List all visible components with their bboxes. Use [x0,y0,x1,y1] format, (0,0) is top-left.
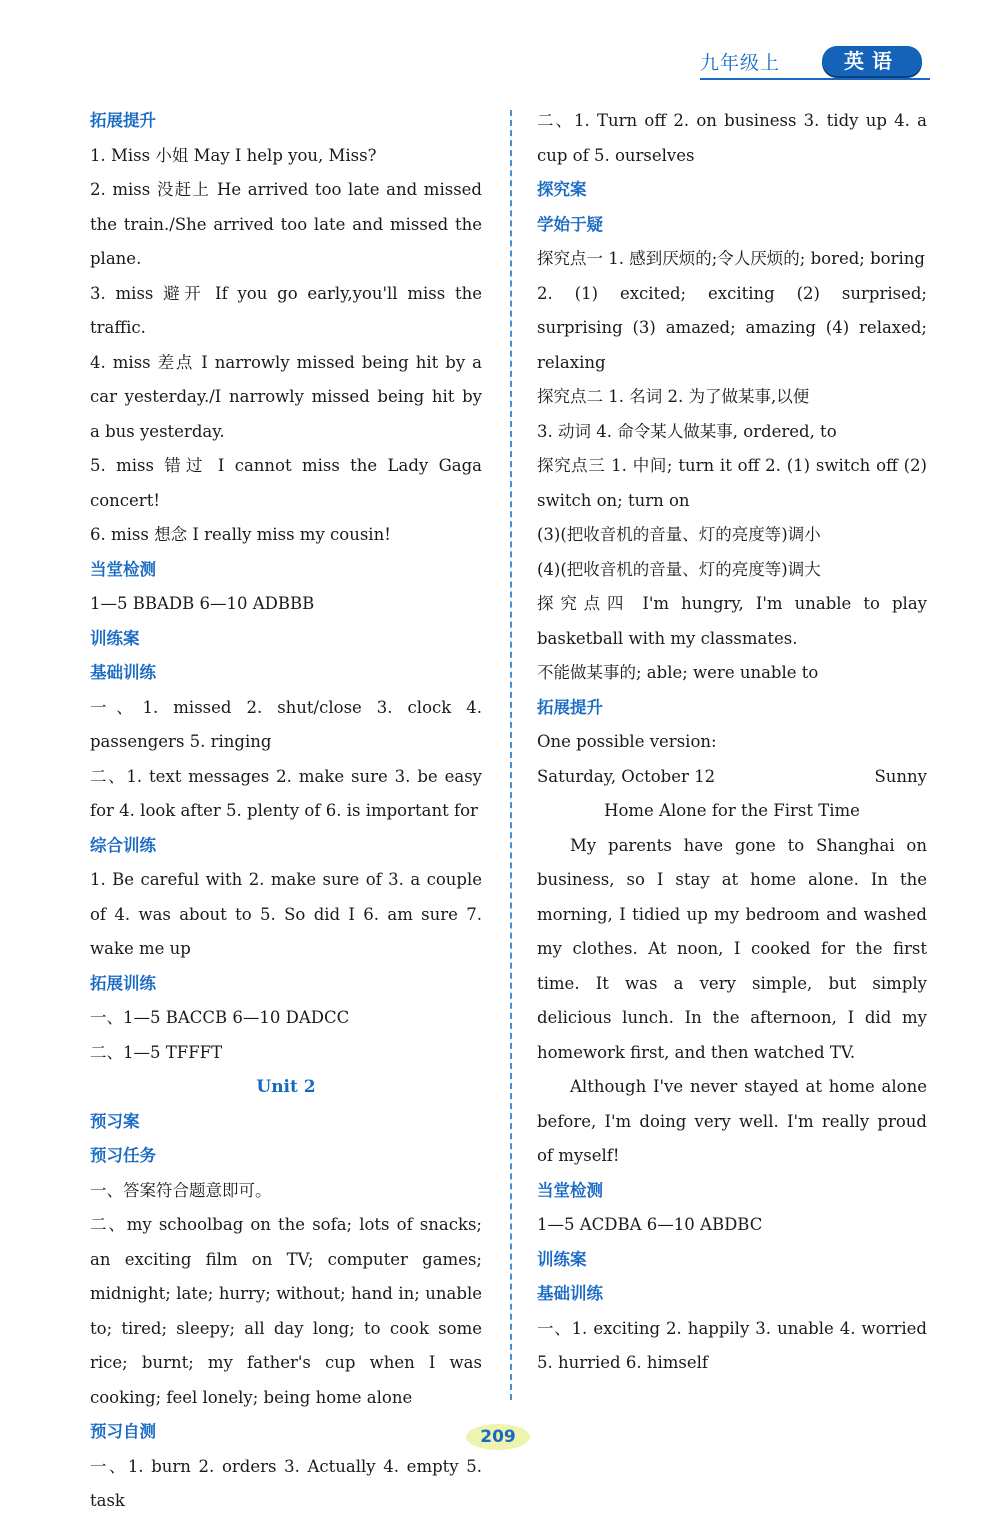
header-rule [700,78,930,80]
answer-line: 一、1—5 BACCB 6—10 DADCC [90,1008,350,1027]
answer-line: 二、my schoolbag on the sofa; lots of snacks; an exciting film on TV; computer games; midnight; late; hurry; without; hand in; unable to; tired; sleepy; all day long; to cook some rice; burnt; my father's cup when I was cooking; feel lonely; being home alone [90,1215,482,1407]
unit-title: Unit 2 [256,1077,316,1097]
answer-line: 二、1—5 TFFFT [90,1042,223,1062]
section-heading: 拓展训练 [90,973,156,993]
diary-paragraph: My parents have gone to Shanghai on business, so I stay at home alone. In the morning, I tidied up my bedroom and washed my clothes. At noon, I cooked for the first time. It was a very simple, but simply delicious lunch. In the afternoon, I did my homework first, and then watched TV. [537,835,927,1062]
answer-line: One possible version: [537,732,717,751]
section-heading: 综合训练 [90,835,156,855]
answer-line: 2. miss 没赶上 He arrived too late and missed the train./She arrived too late and missed the plane. [90,180,482,268]
answer-line: 3. 动词 4. 命令某人做某事, ordered, to [537,421,837,441]
answer-line: 探究点四 I'm hungry, I'm unable to play basketball with my classmates. [537,594,927,648]
column-divider [510,110,512,1400]
grade-label: 九年级上 [700,52,781,74]
answer-line: 1. Be careful with 2. make sure of 3. a couple of 4. was about to 5. So did I 6. am sure 7. wake me up [90,870,482,958]
section-heading: 基础训练 [90,663,156,682]
section-heading: 拓展提升 [537,697,603,717]
subject-badge: 英语 [822,46,922,76]
section-heading: 当堂检测 [537,1180,603,1200]
answer-line: 探究点一 1. 感到厌烦的;令人厌烦的; bored; boring [537,249,925,268]
section-heading: 训练案 [537,1249,587,1269]
answer-line: 一、1. exciting 2. happily 3. unable 4. worried 5. hurried 6. himself [537,1318,927,1372]
answer-line: 一、1. burn 2. orders 3. Actually 4. empty 5. task [90,1456,482,1510]
diary-weather: Sunny [874,766,927,786]
answer-line: 6. miss 想念 I really miss my cousin! [90,525,391,544]
section-heading: 学始于疑 [537,214,603,234]
diary-paragraph: Although I've never stayed at home alone before, I'm doing very well. I'm really proud of myself! [537,1077,927,1165]
answer-line: 3. miss 避开 If you go early,you'll miss the traffic. [90,283,482,337]
answer-line: 探究点三 1. 中间; turn it off 2. (1) switch off (2) switch on; turn on [537,456,927,510]
answer-line: 一、答案符合题意即可。 [90,1180,272,1200]
answer-line: 2. (1) excited; exciting (2) surprised; surprising (3) amazed; amazing (4) relaxed; relaxing [537,283,927,372]
left-column [90,104,482,1519]
answer-line: 5. miss 错过 I cannot miss the Lady Gaga concert! [90,456,482,510]
section-heading: 探究案 [537,180,587,199]
diary-date: Saturday, October 12 [537,766,716,786]
section-heading: 训练案 [90,628,140,648]
section-heading: 预习自测 [90,1422,156,1441]
section-heading: 预习案 [90,1111,140,1131]
right-column [537,104,927,1381]
answer-line: 4. miss 差点 I narrowly missed being hit by a car yesterday./I narrowly missed being hit by a bus yesterday. [90,352,482,441]
answer-line: (3)(把收音机的音量、灯的亮度等)调小 [537,525,821,544]
section-heading: 基础训练 [537,1284,603,1303]
answer-line: 1—5 ACDBA 6—10 ABDBC [537,1215,763,1234]
page-header [700,40,930,84]
answer-line: 不能做某事的; able; were unable to [537,663,819,682]
diary-date-row [537,760,927,795]
answer-line: 1. Miss 小姐 May I help you, Miss? [90,145,377,165]
answer-line: 二、1. text messages 2. make sure 3. be easy for 4. look after 5. plenty of 6. is important for [90,766,482,820]
section-heading: 拓展提升 [90,111,156,130]
section-heading: 当堂检测 [90,559,156,579]
answer-line: 探究点二 1. 名词 2. 为了做某事,以便 [537,387,810,406]
answer-line: 二、1. Turn off 2. on business 3. tidy up 4. a cup of 5. ourselves [537,111,927,165]
section-heading: 预习任务 [90,1146,156,1165]
answer-line: (4)(把收音机的音量、灯的亮度等)调大 [537,559,821,579]
page-number: 209 [466,1424,530,1450]
diary-title: Home Alone for the First Time [604,801,860,820]
answer-line: 一、1. missed 2. shut/close 3. clock 4. passengers 5. ringing [90,697,482,751]
answer-line: 1—5 BBADB 6—10 ADBBB [90,594,315,613]
